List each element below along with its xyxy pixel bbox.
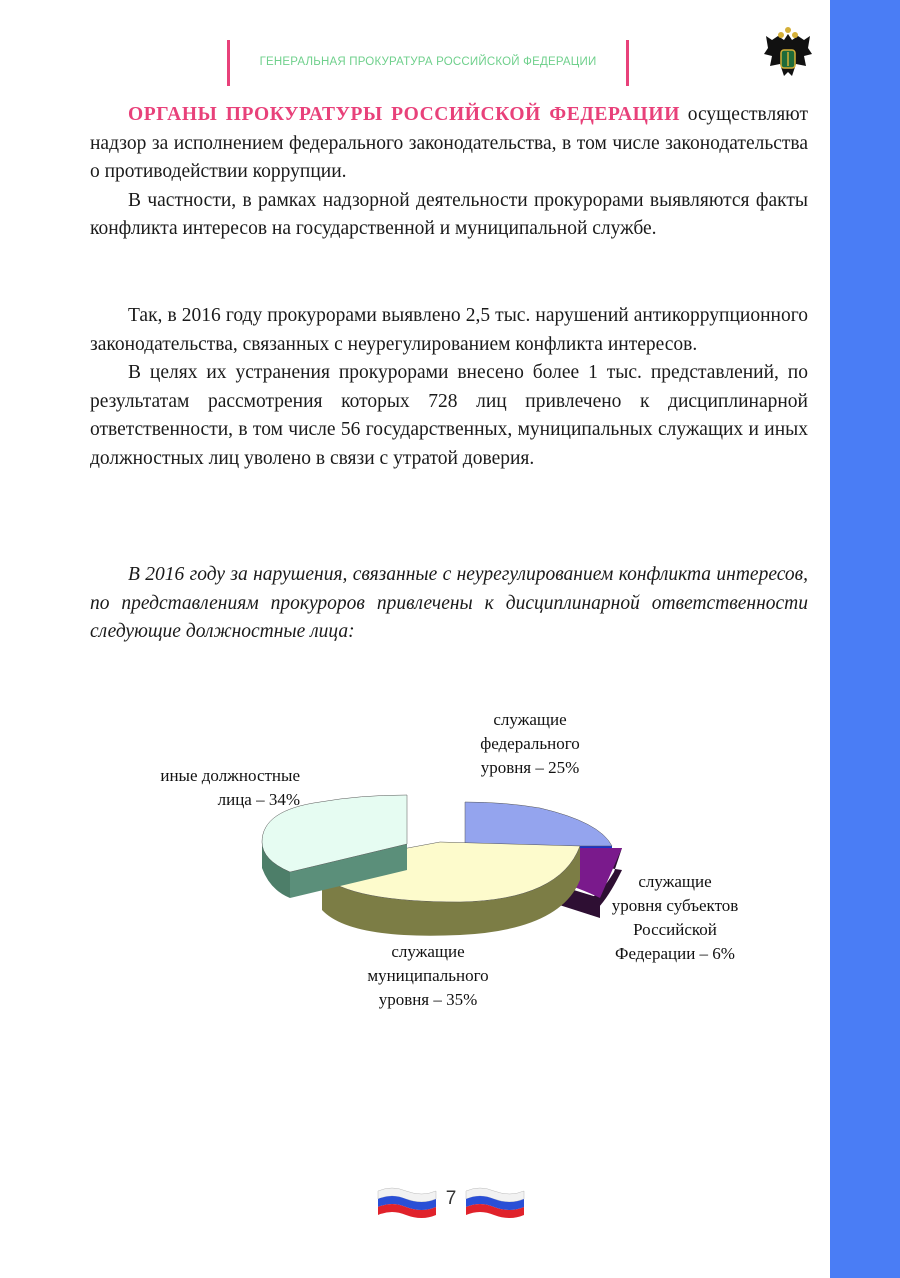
intro-paragraph	[90, 101, 808, 187]
paragraph-2: В частности, в рамках надзорной деятельности прокурорами выявляются факты конфликта интересов на государственной и муниципальной службе.	[90, 189, 808, 239]
label-federal: служащие федерального уровня – 25%	[480, 710, 580, 777]
pie-chart	[0, 690, 900, 1030]
russian-flag-icon	[464, 1185, 526, 1221]
lead-rest-text: осуществляют надзор за исполнением федерального законодательства, в том числе законодательства о противодействии коррупции.	[90, 104, 808, 182]
paragraph-3: Так, в 2016 году прокурорами выявлено 2,5 тыс. нарушений антикоррупционного законодательства, связанных с неурегулированием конфликта интересов.	[90, 305, 808, 355]
label-regional: служащие уровня субъектов Российской Федерации – 6%	[611, 872, 739, 963]
header-title: ГЕНЕРАЛЬНАЯ ПРОКУРАТУРА РОССИЙСКОЙ ФЕДЕРАЦИИ	[259, 56, 597, 68]
label-municipal: служащие муниципального уровня – 35%	[367, 942, 489, 1009]
page-number: 7	[445, 1188, 457, 1209]
header-divider-left	[227, 40, 230, 86]
statistics-text	[90, 302, 808, 473]
chart-intro-text	[90, 561, 808, 647]
intro-text	[90, 101, 808, 244]
lead-accent-text: ОРГАНЫ ПРОКУРАТУРЫ РОССИЙСКОЙ ФЕДЕРАЦИИ	[128, 104, 680, 125]
russian-flag-icon	[376, 1185, 438, 1221]
double-headed-eagle-emblem-icon	[758, 26, 818, 86]
paragraph-5: В 2016 году за нарушения, связанные с неурегулированием конфликта интересов, по представлениям прокуроров привлечены к дисциплинарной ответственности следующие должностные лица:	[90, 564, 808, 642]
header-divider-right	[626, 40, 629, 86]
paragraph-4: В целях их устранения прокурорами внесено более 1 тыс. представлений, по результатам рассмотрения которых 728 лиц привлечено к дисциплинарной ответственности, в том числе 56 государственных, муниципальных служащих и иных должностных лиц уволено в связи с утратой доверия.	[90, 362, 808, 469]
side-color-band	[830, 0, 900, 1278]
label-other: иные должностные лица – 34%	[160, 766, 300, 809]
